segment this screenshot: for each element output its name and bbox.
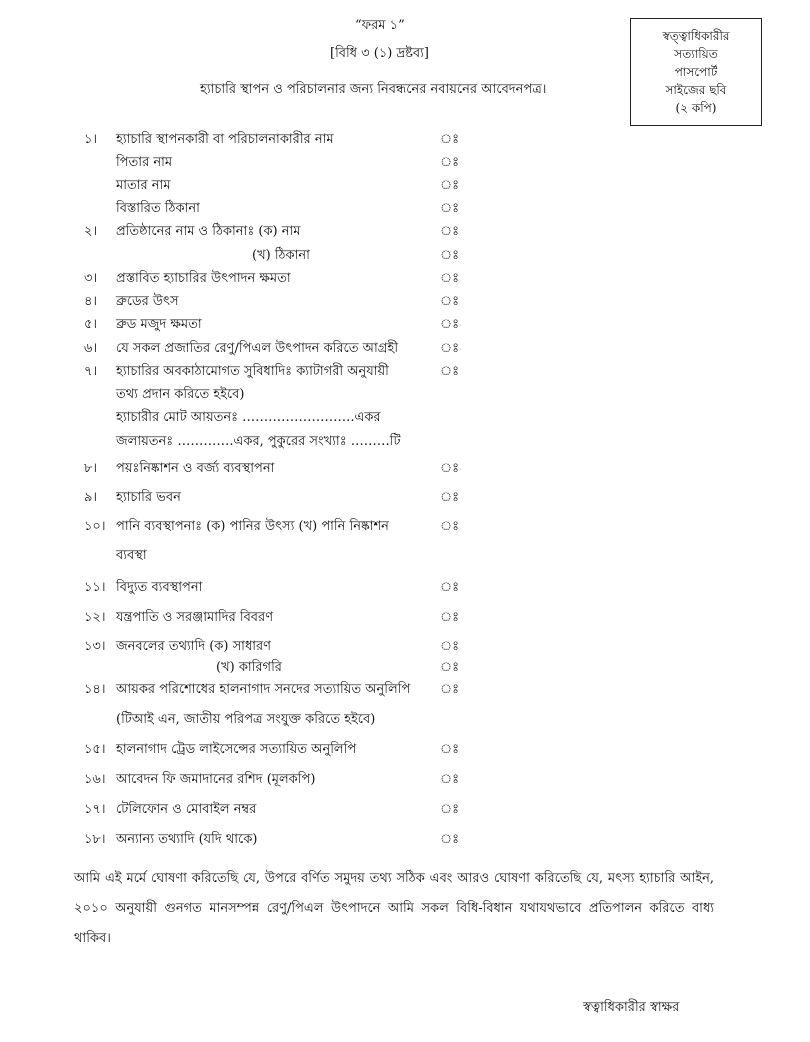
item-number: ৫।: [84, 317, 98, 332]
item-number: ১২।: [84, 610, 106, 625]
signature-label: স্বত্বাধিকারীর স্বাক্ষর: [583, 1000, 680, 1015]
item-colon: ঃ: [440, 248, 460, 263]
item-label: যন্ত্রপাতি ও সরঞ্জামাদির বিবরণ: [116, 610, 274, 625]
item-label: ব্রুডের উৎস: [116, 294, 179, 309]
item-colon: ঃ: [440, 772, 460, 787]
item-colon: ঃ: [440, 178, 460, 193]
item-colon: ঃ: [440, 201, 460, 216]
item-number: ১৭।: [84, 802, 106, 817]
item-label: আবেদন ফি জমাদানের রশিদ (মূলকপি): [116, 772, 316, 787]
item-label: মাতার নাম: [116, 178, 171, 193]
item-colon: ঃ: [440, 364, 460, 379]
item-colon: ঃ: [440, 317, 460, 332]
item-label: পানি ব্যবস্থাপনাঃ (ক) পানির উৎস্য (খ) পানি নিষ্কাশন: [116, 519, 389, 534]
photo-box-line: স্বত্ত্বাধিকারীর: [662, 29, 730, 43]
item-label: জনবলের তথ্যাদি (ক) সাধারণ: [116, 639, 272, 654]
item-number: ১৫।: [84, 742, 106, 757]
item-label: বিস্তারিত ঠিকানা: [116, 201, 200, 216]
item-label: জলায়তনঃ ………….একর, পুকুরের সংখ্যাঃ ………টি: [116, 434, 401, 449]
form-number: “ফরম ১”: [355, 18, 405, 33]
item-label: প্রতিষ্ঠানের নাম ও ঠিকানাঃ (ক) নাম: [116, 224, 301, 239]
item-colon: ঃ: [440, 341, 460, 356]
item-colon: ঃ: [440, 610, 460, 625]
item-colon: ঃ: [440, 742, 460, 757]
item-number: ১৮।: [84, 832, 106, 847]
item-colon: ঃ: [440, 132, 460, 147]
item-label: প্রস্তাবিত হ্যাচারির উৎপাদন ক্ষমতা: [116, 271, 291, 286]
item-label: আয়কর পরিশোধের হালনাগাদ সনদের সত্যায়িত অনুলিপি: [116, 682, 411, 697]
photo-box-line: পাসপোর্ট: [674, 65, 718, 79]
item-number: ৯।: [84, 490, 98, 505]
item-number: ১৬।: [84, 772, 106, 787]
item-label: পয়ঃনিষ্কাশন ও বর্জ্য ব্যবস্থাপনা: [116, 461, 275, 476]
rule-reference: [বিধি ৩ (১) দ্রষ্টব্য]: [330, 46, 429, 61]
item-number: ১।: [84, 132, 98, 147]
photo-box-line: (২ কপি): [675, 101, 717, 115]
item-label: অন্যান্য তথ্যাদি (যদি থাকে): [116, 832, 258, 847]
item-number: ২।: [84, 224, 98, 239]
item-colon: ঃ: [440, 490, 460, 505]
item-label: হ্যাচারি স্থাপনকারী বা পরিচালনাকারীর নাম: [116, 132, 334, 147]
item-colon: ঃ: [440, 682, 460, 697]
form-title: হ্যাচারি স্থাপন ও পরিচালনার জন্য নিবন্ধনের নবায়নের আবেদনপত্র।: [200, 82, 547, 97]
item-number: ৩।: [84, 271, 98, 286]
item-number: ১১।: [84, 580, 106, 595]
item-number: ৬।: [84, 341, 98, 356]
item-number: ১৩।: [84, 639, 106, 654]
item-label: হ্যাচারীর মোট আয়তনঃ ……………………..একর: [116, 410, 381, 425]
item-number: ৮।: [84, 461, 98, 476]
item-label: পিতার নাম: [116, 155, 173, 170]
item-colon: ঃ: [440, 519, 460, 534]
item-number: ৪।: [84, 294, 98, 309]
item-colon: ঃ: [440, 580, 460, 595]
item-label: হ্যাচারি ভবন: [116, 490, 181, 505]
item-colon: ঃ: [440, 294, 460, 309]
item-label: ব্যবস্থা: [116, 548, 147, 563]
item-number: ৭।: [84, 364, 98, 379]
item-label: বিদ্যুত ব্যবস্থাপনা: [116, 580, 203, 595]
item-colon: ঃ: [440, 224, 460, 239]
photo-placeholder-box: [630, 18, 762, 126]
item-label: (টিআই এন, জাতীয় পরিপত্র সংযুক্ত করিতে হইবে): [116, 712, 376, 727]
item-label: (খ) কারিগরি: [216, 660, 282, 675]
item-colon: ঃ: [440, 155, 460, 170]
item-colon: ঃ: [440, 802, 460, 817]
item-label: যে সকল প্রজাতির রেণু/পিএল উৎপাদন করিতে আগ্রহী: [116, 341, 399, 356]
item-colon: ঃ: [440, 461, 460, 476]
item-label: (খ) ঠিকানা: [252, 248, 310, 263]
item-number: ১৪।: [84, 682, 106, 697]
item-number: ১০।: [84, 519, 106, 534]
item-label: টেলিফোন ও মোবাইল নম্বর: [116, 802, 257, 817]
item-label: হালনাগাদ ট্রেড লাইসেন্সের সত্যায়িত অনুলিপি: [116, 742, 357, 757]
item-label: হ্যাচারির অবকাঠামোগত সুবিধাদিঃ ক্যাটাগরী অনুযায়ী: [116, 364, 389, 379]
item-colon: ঃ: [440, 832, 460, 847]
item-colon: ঃ: [440, 639, 460, 654]
photo-box-line: সত্যায়িত: [674, 47, 718, 61]
item-label: ব্রুড মজুদ ক্ষমতা: [116, 317, 202, 332]
item-colon: ঃ: [440, 271, 460, 286]
item-colon: ঃ: [440, 660, 460, 675]
declaration-text: আমি এই মর্মে ঘোষণা করিতেছি যে, উপরে বর্ণিত সমুদয় তথ্য সঠিক এবং আরও ঘোষণা করিতেছি যে, মৎস্য হ্যাচারি আইন, ২০১০ অনুযায়ী গুনগত মানসম্পন্ন রেণু/পিএল উৎপাদনে আমি সকল বিধি-বিধান যথাযথভাবে প্রতিপালন করিতে বাধ্য থাকিব।: [74, 871, 714, 946]
photo-box-line: সাইজের ছবি: [665, 83, 727, 97]
item-label: তথ্য প্রদান করিতে হইবে): [116, 387, 245, 402]
